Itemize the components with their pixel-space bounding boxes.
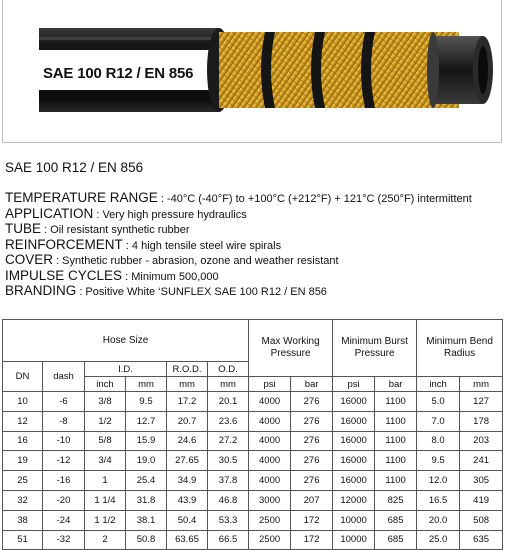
table-cell: 20.7 xyxy=(167,411,208,431)
table-cell: 63.65 xyxy=(167,530,208,550)
table-cell: -32 xyxy=(43,530,85,550)
table-cell: 276 xyxy=(291,411,333,431)
table-cell: 4000 xyxy=(249,392,291,412)
table-cell: 16000 xyxy=(333,431,375,451)
table-cell: 9.5 xyxy=(126,392,167,412)
spec-key: COVER xyxy=(5,252,54,267)
table-cell: 1 1/2 xyxy=(85,510,126,530)
table-cell: 25.0 xyxy=(417,530,460,550)
table-body xyxy=(3,392,503,550)
table-cell: 127 xyxy=(460,392,503,412)
table-cell: 25 xyxy=(3,471,43,491)
table-cell: 1100 xyxy=(375,411,417,431)
hose-spec-table xyxy=(2,319,503,550)
table-cell: 3/8 xyxy=(85,392,126,412)
table-cell: 178 xyxy=(460,411,503,431)
table-cell: 3/4 xyxy=(85,451,126,471)
table-cell: 38.1 xyxy=(126,510,167,530)
table-cell: 276 xyxy=(291,451,333,471)
unit-cell: inch xyxy=(417,377,460,392)
table-cell: 172 xyxy=(291,510,333,530)
product-subtitle: SAE 100 R12 / EN 856 xyxy=(5,160,144,175)
table-cell: 25.4 xyxy=(126,471,167,491)
table-row xyxy=(3,471,503,491)
table-cell: 43.9 xyxy=(167,490,208,510)
header-max-working-pressure: Max Working Pressure xyxy=(249,320,333,377)
table-cell: -20 xyxy=(43,490,85,510)
spec-value: : Very high pressure hydraulics xyxy=(93,208,247,221)
header-min-burst-pressure: Minimum Burst Pressure xyxy=(333,320,417,377)
table-cell: -6 xyxy=(43,392,85,412)
table-cell: 276 xyxy=(291,431,333,451)
table-cell: 32 xyxy=(3,490,43,510)
table-cell: 207 xyxy=(291,490,333,510)
table-cell: 16000 xyxy=(333,392,375,412)
spec-key: TUBE xyxy=(5,221,42,236)
table-cell: 16000 xyxy=(333,471,375,491)
header-dn: DN xyxy=(3,362,43,392)
spec-value: : Synthetic rubber - abrasion, ozone and weather resistant xyxy=(53,255,339,267)
unit-cell: bar xyxy=(375,377,417,392)
table-cell: 38 xyxy=(3,510,43,530)
table-cell: 19 xyxy=(3,451,43,471)
table-cell: 508 xyxy=(460,510,503,530)
table-cell: 276 xyxy=(291,471,333,491)
spec-branding xyxy=(5,283,515,299)
table-cell: 51 xyxy=(3,530,43,550)
spec-value: : Oil resistant synthetic rubber xyxy=(41,224,190,236)
unit-cell: mm xyxy=(208,377,249,392)
hose-illustration-panel xyxy=(2,0,502,143)
spec-value: : -40°C (-40°F) to +100°C (+212°F) + 121°C (250°F) intermittent xyxy=(157,193,472,205)
header-dash: dash xyxy=(43,362,85,392)
table-cell: 30.5 xyxy=(208,451,249,471)
table-cell: 685 xyxy=(375,510,417,530)
table-cell: 3000 xyxy=(249,490,291,510)
table-cell: 305 xyxy=(460,471,503,491)
table-cell: 1100 xyxy=(375,451,417,471)
spec-value: : 4 high tensile steel wire spirals xyxy=(122,239,282,252)
table-cell: 1100 xyxy=(375,431,417,451)
table-cell: -24 xyxy=(43,510,85,530)
unit-cell: psi xyxy=(249,377,291,392)
table-cell: 1100 xyxy=(375,471,417,491)
table-cell: 4000 xyxy=(249,471,291,491)
table-cell: 241 xyxy=(460,451,503,471)
table-cell: 10000 xyxy=(333,510,375,530)
table-cell: 4000 xyxy=(249,451,291,471)
table-cell: 635 xyxy=(460,530,503,550)
header-id: I.D. xyxy=(85,362,167,377)
spec-value: : Minimum 500,000 xyxy=(122,270,219,283)
table-cell: 419 xyxy=(460,490,503,510)
hose-branding-label: SAE 100 R12 / EN 856 xyxy=(43,65,194,82)
table-cell: 15.9 xyxy=(126,431,167,451)
table-cell: 50.8 xyxy=(126,530,167,550)
table-cell: 1100 xyxy=(375,392,417,412)
table-cell: 2500 xyxy=(249,530,291,550)
table-cell: 7.0 xyxy=(417,411,460,431)
spec-key: IMPULSE CYCLES xyxy=(5,267,123,283)
table-cell: -10 xyxy=(43,431,85,451)
table-cell: 12000 xyxy=(333,490,375,510)
table-cell: 1/2 xyxy=(85,411,126,431)
table-header-row xyxy=(3,320,503,362)
table-cell: 23.6 xyxy=(208,411,249,431)
table-cell: 16 xyxy=(3,431,43,451)
table-cell: 17.2 xyxy=(167,392,208,412)
table-cell: 46.8 xyxy=(208,490,249,510)
spec-impulse xyxy=(5,268,515,284)
table-cell: 2 xyxy=(85,530,126,550)
table-cell: 203 xyxy=(460,431,503,451)
table-row xyxy=(3,431,503,451)
unit-cell: psi xyxy=(333,377,375,392)
table-cell: -12 xyxy=(43,451,85,471)
unit-cell: bar xyxy=(291,377,333,392)
table-cell: 31.8 xyxy=(126,490,167,510)
unit-cell: mm xyxy=(167,377,208,392)
table-cell: 20.1 xyxy=(208,392,249,412)
table-cell: 9.5 xyxy=(417,451,460,471)
table-cell: 5/8 xyxy=(85,431,126,451)
table-cell: 1 xyxy=(85,471,126,491)
table-cell: 12.7 xyxy=(126,411,167,431)
table-cell: 12.0 xyxy=(417,471,460,491)
table-cell: 16000 xyxy=(333,451,375,471)
header-min-bend-radius: Minimum Bend Radius xyxy=(417,320,503,377)
unit-cell: mm xyxy=(460,377,503,392)
table-cell: 10000 xyxy=(333,530,375,550)
spec-cover xyxy=(5,252,515,268)
table-cell: -16 xyxy=(43,471,85,491)
spec-value: : Positive White ‘SUNFLEX SAE 100 R12 / EN 856 xyxy=(76,286,327,298)
table-cell: 1 1/4 xyxy=(85,490,126,510)
spec-temperature xyxy=(5,190,515,206)
table-cell: 37.8 xyxy=(208,471,249,491)
table-cell: 685 xyxy=(375,530,417,550)
table-cell: 12 xyxy=(3,411,43,431)
table-row xyxy=(3,490,503,510)
table-row xyxy=(3,411,503,431)
table-cell: 825 xyxy=(375,490,417,510)
header-hose-size: Hose Size xyxy=(3,320,249,362)
spec-reinforcement xyxy=(5,237,515,253)
spec-list xyxy=(5,190,515,299)
spec-key: TEMPERATURE RANGE xyxy=(5,190,158,205)
table-cell: 16.5 xyxy=(417,490,460,510)
table-row xyxy=(3,392,503,412)
header-rod: R.O.D. xyxy=(167,362,208,377)
spec-key: BRANDING xyxy=(5,283,77,298)
table-cell: 4000 xyxy=(249,411,291,431)
table-cell: 276 xyxy=(291,392,333,412)
table-cell: 50.4 xyxy=(167,510,208,530)
table-cell: 20.0 xyxy=(417,510,460,530)
table-cell: 16000 xyxy=(333,411,375,431)
table-cell: 4000 xyxy=(249,431,291,451)
table-cell: 172 xyxy=(291,530,333,550)
table-cell: 19.0 xyxy=(126,451,167,471)
unit-cell: mm xyxy=(126,377,167,392)
table-cell: 53.3 xyxy=(208,510,249,530)
table-cell: 5.0 xyxy=(417,392,460,412)
table-cell: 27.65 xyxy=(167,451,208,471)
table-cell: 8.0 xyxy=(417,431,460,451)
header-od: O.D. xyxy=(208,362,249,377)
table-cell: 27.2 xyxy=(208,431,249,451)
table-row xyxy=(3,510,503,530)
unit-cell: inch xyxy=(85,377,126,392)
table-row xyxy=(3,451,503,471)
table-cell: 10 xyxy=(3,392,43,412)
spec-application xyxy=(5,206,515,222)
table-cell: 66.5 xyxy=(208,530,249,550)
table-cell: 2500 xyxy=(249,510,291,530)
spec-tube xyxy=(5,221,515,237)
spec-key: REINFORCEMENT xyxy=(5,236,123,252)
spec-key: APPLICATION xyxy=(5,205,94,221)
table-cell: 34.9 xyxy=(167,471,208,491)
table-cell: 24.6 xyxy=(167,431,208,451)
table-cell: -8 xyxy=(43,411,85,431)
